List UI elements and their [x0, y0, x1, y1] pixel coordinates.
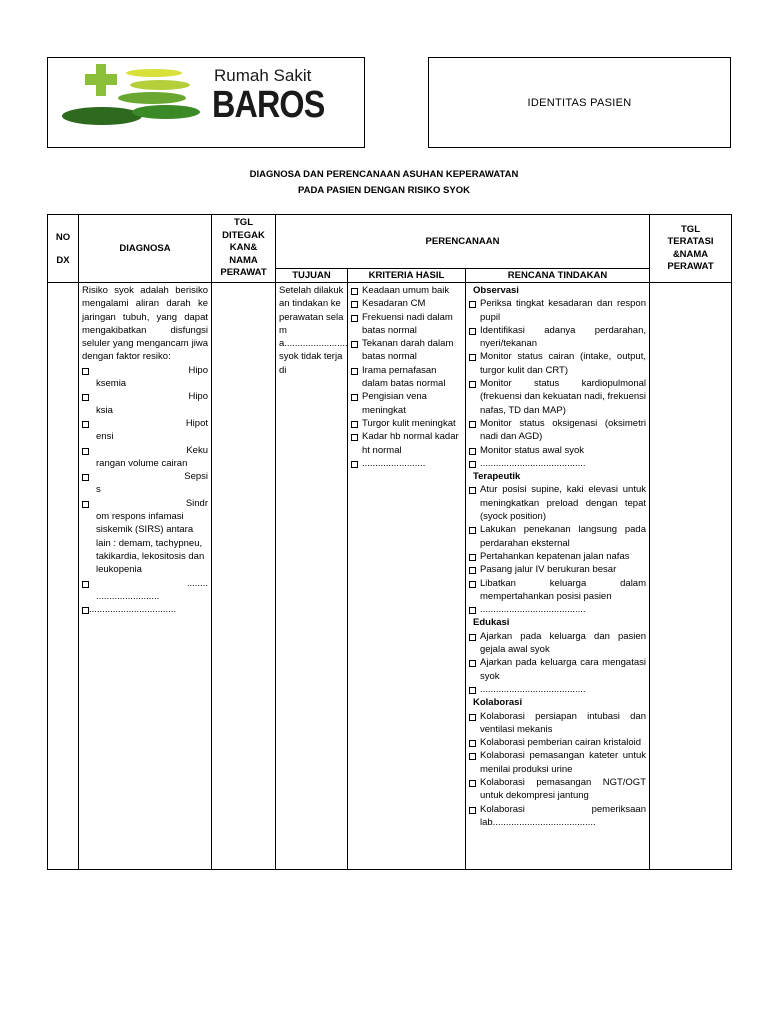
header-tgl-line: NAMA [229, 254, 258, 266]
checkbox-icon[interactable] [351, 341, 358, 348]
cell-tgl-teratasi [650, 283, 732, 870]
kriteria-text: Tekanan darah dalam batas normal [362, 338, 454, 363]
checkbox-icon[interactable] [469, 807, 476, 814]
checkbox-icon[interactable] [82, 501, 89, 508]
kriteria-text: Kesadaran CM [362, 298, 426, 310]
checkbox-icon[interactable] [469, 687, 476, 694]
rencana-item [469, 563, 646, 576]
kriteria-item [351, 297, 462, 310]
kriteria-list [348, 283, 465, 471]
checkbox-icon[interactable] [351, 315, 358, 322]
checkbox-icon[interactable] [82, 474, 89, 481]
checkbox-icon[interactable] [469, 421, 476, 428]
kriteria-text: ........................ [362, 457, 426, 469]
checkbox-icon[interactable] [82, 368, 89, 375]
table-row [48, 283, 732, 870]
rencana-text: Ajarkan pada keluarga cara mengatasi syok [480, 657, 646, 682]
cell-tujuan [276, 283, 348, 870]
rencana-text: Kolaborasi pemberian cairan kristaloid [480, 737, 642, 749]
rencana-section-title: Edukasi [473, 617, 510, 629]
checkbox-icon[interactable] [351, 421, 358, 428]
rencana-text: Pertahankan kepatenan jalan nafas [480, 550, 630, 562]
checkbox-icon[interactable] [82, 448, 89, 455]
rencana-item [469, 603, 646, 616]
checkbox-icon[interactable] [351, 368, 358, 375]
risk-factor-rest: ksia [96, 404, 113, 416]
checkbox-icon[interactable] [351, 434, 358, 441]
diagnosa-risk-factor-list [82, 364, 208, 617]
checkbox-icon[interactable] [469, 714, 476, 721]
checkbox-icon[interactable] [469, 740, 476, 747]
risk-factor-first: Hipot [185, 417, 208, 429]
kriteria-item [351, 284, 462, 297]
risk-factor-item [82, 390, 208, 403]
risk-factor-item [82, 417, 208, 430]
rencana-item [469, 803, 646, 830]
checkbox-icon[interactable] [469, 381, 476, 388]
rencana-item [469, 457, 646, 470]
risk-factor-item [82, 603, 208, 616]
hospital-logo-box [47, 57, 365, 148]
checkbox-icon[interactable] [82, 607, 89, 614]
tujuan-text: Setelah dilakukan tindakan keperawatan selama........................syok tidak terjadi [279, 285, 348, 376]
checkbox-icon[interactable] [82, 394, 89, 401]
logo-line2: BAROS [212, 84, 325, 126]
checkbox-icon[interactable] [351, 301, 358, 308]
header-tujuan: TUJUAN [276, 269, 348, 283]
rencana-text: Monitor status awal syok [480, 444, 585, 456]
checkbox-icon[interactable] [469, 780, 476, 787]
checkbox-icon[interactable] [469, 581, 476, 588]
kriteria-text: Turgor kulit meningkat [362, 417, 456, 429]
risk-factor-item [82, 444, 208, 457]
document-title-line2: PADA PASIEN DENGAN RISIKO SYOK [298, 185, 470, 196]
risk-factor-first: Hipo [188, 364, 208, 376]
rencana-item [469, 683, 646, 696]
checkbox-icon[interactable] [469, 527, 476, 534]
rencana-text: Kolaborasi pemasangan NGT/OGT untuk dekompresi jantung [480, 776, 646, 802]
header-tgl-line: KAN& [229, 242, 258, 254]
rencana-text: Lakukan penekanan langsung pada perdarahan eksternal [480, 524, 646, 549]
header-teratasi-line: TGL [681, 223, 700, 235]
rencana-section-title: Terapeutik [473, 471, 521, 483]
rencana-item [469, 483, 646, 523]
rencana-section-title: Kolaborasi [473, 697, 523, 709]
rencana-item [469, 749, 646, 776]
rencana-item [469, 417, 646, 444]
care-plan-table [47, 214, 732, 870]
risk-factor-first: Sindr [185, 497, 208, 509]
rencana-item [469, 550, 646, 563]
risk-factor-rest: om respons infamasi siskemik (SIRS) antara lain : demam, tachypneu, takikardia, lekositosis dan leukopenia [96, 511, 205, 576]
risk-factor-rest: ensi [96, 431, 114, 443]
kriteria-item [351, 430, 462, 457]
rencana-text: Libatkan keluarga dalam mempertahankan posisi pasien [480, 577, 646, 602]
risk-factor-first: ........ [186, 577, 208, 589]
identity-label: IDENTITAS PASIEN [527, 96, 632, 109]
header-tgl-line: TGL [234, 217, 253, 229]
rencana-item [469, 297, 646, 324]
kriteria-item [351, 390, 462, 417]
kriteria-item [351, 337, 462, 364]
header-perencanaan: PERENCANAAN [276, 215, 650, 269]
rencana-text: Monitor status oksigenasi (oksimetri nadi dan AGD) [480, 417, 646, 443]
kriteria-item [351, 311, 462, 338]
rencana-item [469, 710, 646, 737]
risk-factor-item [82, 470, 208, 483]
rencana-item [469, 736, 646, 749]
header-tgl-teratasi [650, 215, 732, 283]
checkbox-icon[interactable] [82, 581, 89, 588]
header-dx: DX [56, 254, 70, 266]
kriteria-item [351, 364, 462, 391]
risk-factor-rest: s [96, 484, 101, 496]
risk-factor-first: Keku [186, 444, 208, 456]
kriteria-text: Pengisian vena meningkat [362, 391, 427, 416]
rencana-item [469, 577, 646, 604]
hospital-logo-icon [56, 62, 216, 142]
rencana-text: Monitor status kardiopulmonal (frekuensi dan kekuatan nadi, frekuensi nafas, TD dan MAP) [480, 378, 646, 416]
risk-factor-first: Sepsi [184, 471, 208, 483]
rencana-section-title: Observasi [473, 285, 519, 296]
checkbox-icon[interactable] [82, 421, 89, 428]
rencana-text: Ajarkan pada keluarga dan pasien gejala awal syok [480, 630, 646, 656]
rencana-text: Identifikasi adanya perdarahan, nyeri/tekanan [480, 324, 646, 350]
header-no: NO [55, 231, 71, 243]
cell-diagnosa [79, 283, 212, 870]
risk-factor-rest: rangan volume cairan [96, 457, 188, 469]
rencana-item [469, 630, 646, 657]
checkbox-icon[interactable] [469, 487, 476, 494]
checkbox-icon[interactable] [469, 554, 476, 561]
kriteria-text: Keadaan umum baik [362, 285, 450, 296]
checkbox-icon[interactable] [351, 394, 358, 401]
rencana-text: Atur posisi supine, kaki elevasi untuk meningkatkan preload dengan tepat (syock position) [480, 484, 646, 523]
risk-factor-first: Hipo [188, 391, 208, 403]
header-tgl-line: PERAWAT [220, 267, 267, 279]
rencana-item [469, 523, 646, 550]
rencana-text: Periksa tingkat kesadaran dan respon pupil [480, 298, 646, 323]
rencana-text: Pasang jalur IV berukuran besar [480, 564, 617, 576]
checkbox-icon[interactable] [351, 461, 358, 468]
checkbox-icon[interactable] [469, 753, 476, 760]
checkbox-icon[interactable] [469, 660, 476, 667]
rencana-text: ........................................ [480, 457, 586, 469]
kriteria-text: Irama pernafasan dalam batas normal [362, 364, 446, 390]
checkbox-icon[interactable] [469, 567, 476, 574]
header-no-dx [48, 215, 79, 283]
rencana-list [466, 283, 649, 830]
cell-rencana-tindakan [466, 283, 650, 870]
cell-no [48, 283, 79, 870]
checkbox-icon[interactable] [469, 328, 476, 335]
rencana-item [469, 656, 646, 683]
checkbox-icon[interactable] [351, 288, 358, 295]
risk-factor-rest: ................................. [89, 604, 177, 616]
risk-factor-rest: ksemia [96, 378, 127, 390]
rencana-text: Kolaborasi pemeriksaan lab....................................... [480, 803, 646, 828]
kriteria-item [351, 417, 462, 430]
kriteria-item [351, 457, 462, 470]
risk-factor-rest: ........................ [96, 590, 160, 602]
checkbox-icon[interactable] [469, 634, 476, 641]
rencana-item [469, 377, 646, 417]
rencana-item [469, 324, 646, 351]
rencana-item [469, 444, 646, 457]
kriteria-text: Kadar hb normal kadar ht normal [362, 431, 459, 456]
logo-line1: Rumah Sakit [214, 66, 312, 85]
kriteria-text: Frekuensi nadi dalam batas normal [362, 311, 453, 336]
checkbox-icon[interactable] [469, 301, 476, 308]
rencana-text: ........................................ [480, 604, 586, 616]
checkbox-icon[interactable] [469, 607, 476, 614]
header-tgl-line: DITEGAK [222, 229, 265, 241]
header-diagnosa: DIAGNOSA [79, 215, 212, 283]
header-teratasi-line: TERATASI [667, 236, 714, 247]
rencana-item [469, 776, 646, 803]
rencana-item [469, 350, 646, 377]
rencana-text: Kolaborasi pemasangan kateter untuk menilai produksi urine [480, 750, 646, 775]
rencana-text: Kolaborasi persiapan intubasi dan ventilasi mekanis [480, 710, 646, 735]
cell-tgl-ditegakkan [212, 283, 276, 870]
patient-identity-box [428, 57, 731, 148]
rencana-text: Monitor status cairan (intake, output, turgor kulit dan CRT) [480, 351, 646, 376]
risk-factor-item [82, 364, 208, 377]
header-teratasi-line: PERAWAT [667, 261, 714, 272]
risk-factor-item [82, 497, 208, 510]
header-teratasi-line: &NAMA [672, 248, 709, 260]
cell-kriteria-hasil [348, 283, 466, 870]
checkbox-icon[interactable] [469, 354, 476, 361]
header-rencana-tindakan: RENCANA TINDAKAN [466, 269, 650, 283]
diagnosa-intro: Risiko syok adalah berisiko mengalami aliran darah ke jaringan tubuh, yang dapat mengakibatkan disfungsi seluler yang mengancam jiwa dengan faktor resiko: [82, 285, 208, 363]
header-kriteria-hasil: KRITERIA HASIL [348, 269, 466, 283]
header-tgl-ditegakkan [212, 215, 276, 283]
checkbox-icon[interactable] [469, 461, 476, 468]
risk-factor-item [82, 577, 208, 590]
checkbox-icon[interactable] [469, 448, 476, 455]
rencana-text: ........................................ [480, 683, 586, 695]
document-title-line1: DIAGNOSA DAN PERENCANAAN ASUHAN KEPERAWATAN [249, 169, 519, 180]
